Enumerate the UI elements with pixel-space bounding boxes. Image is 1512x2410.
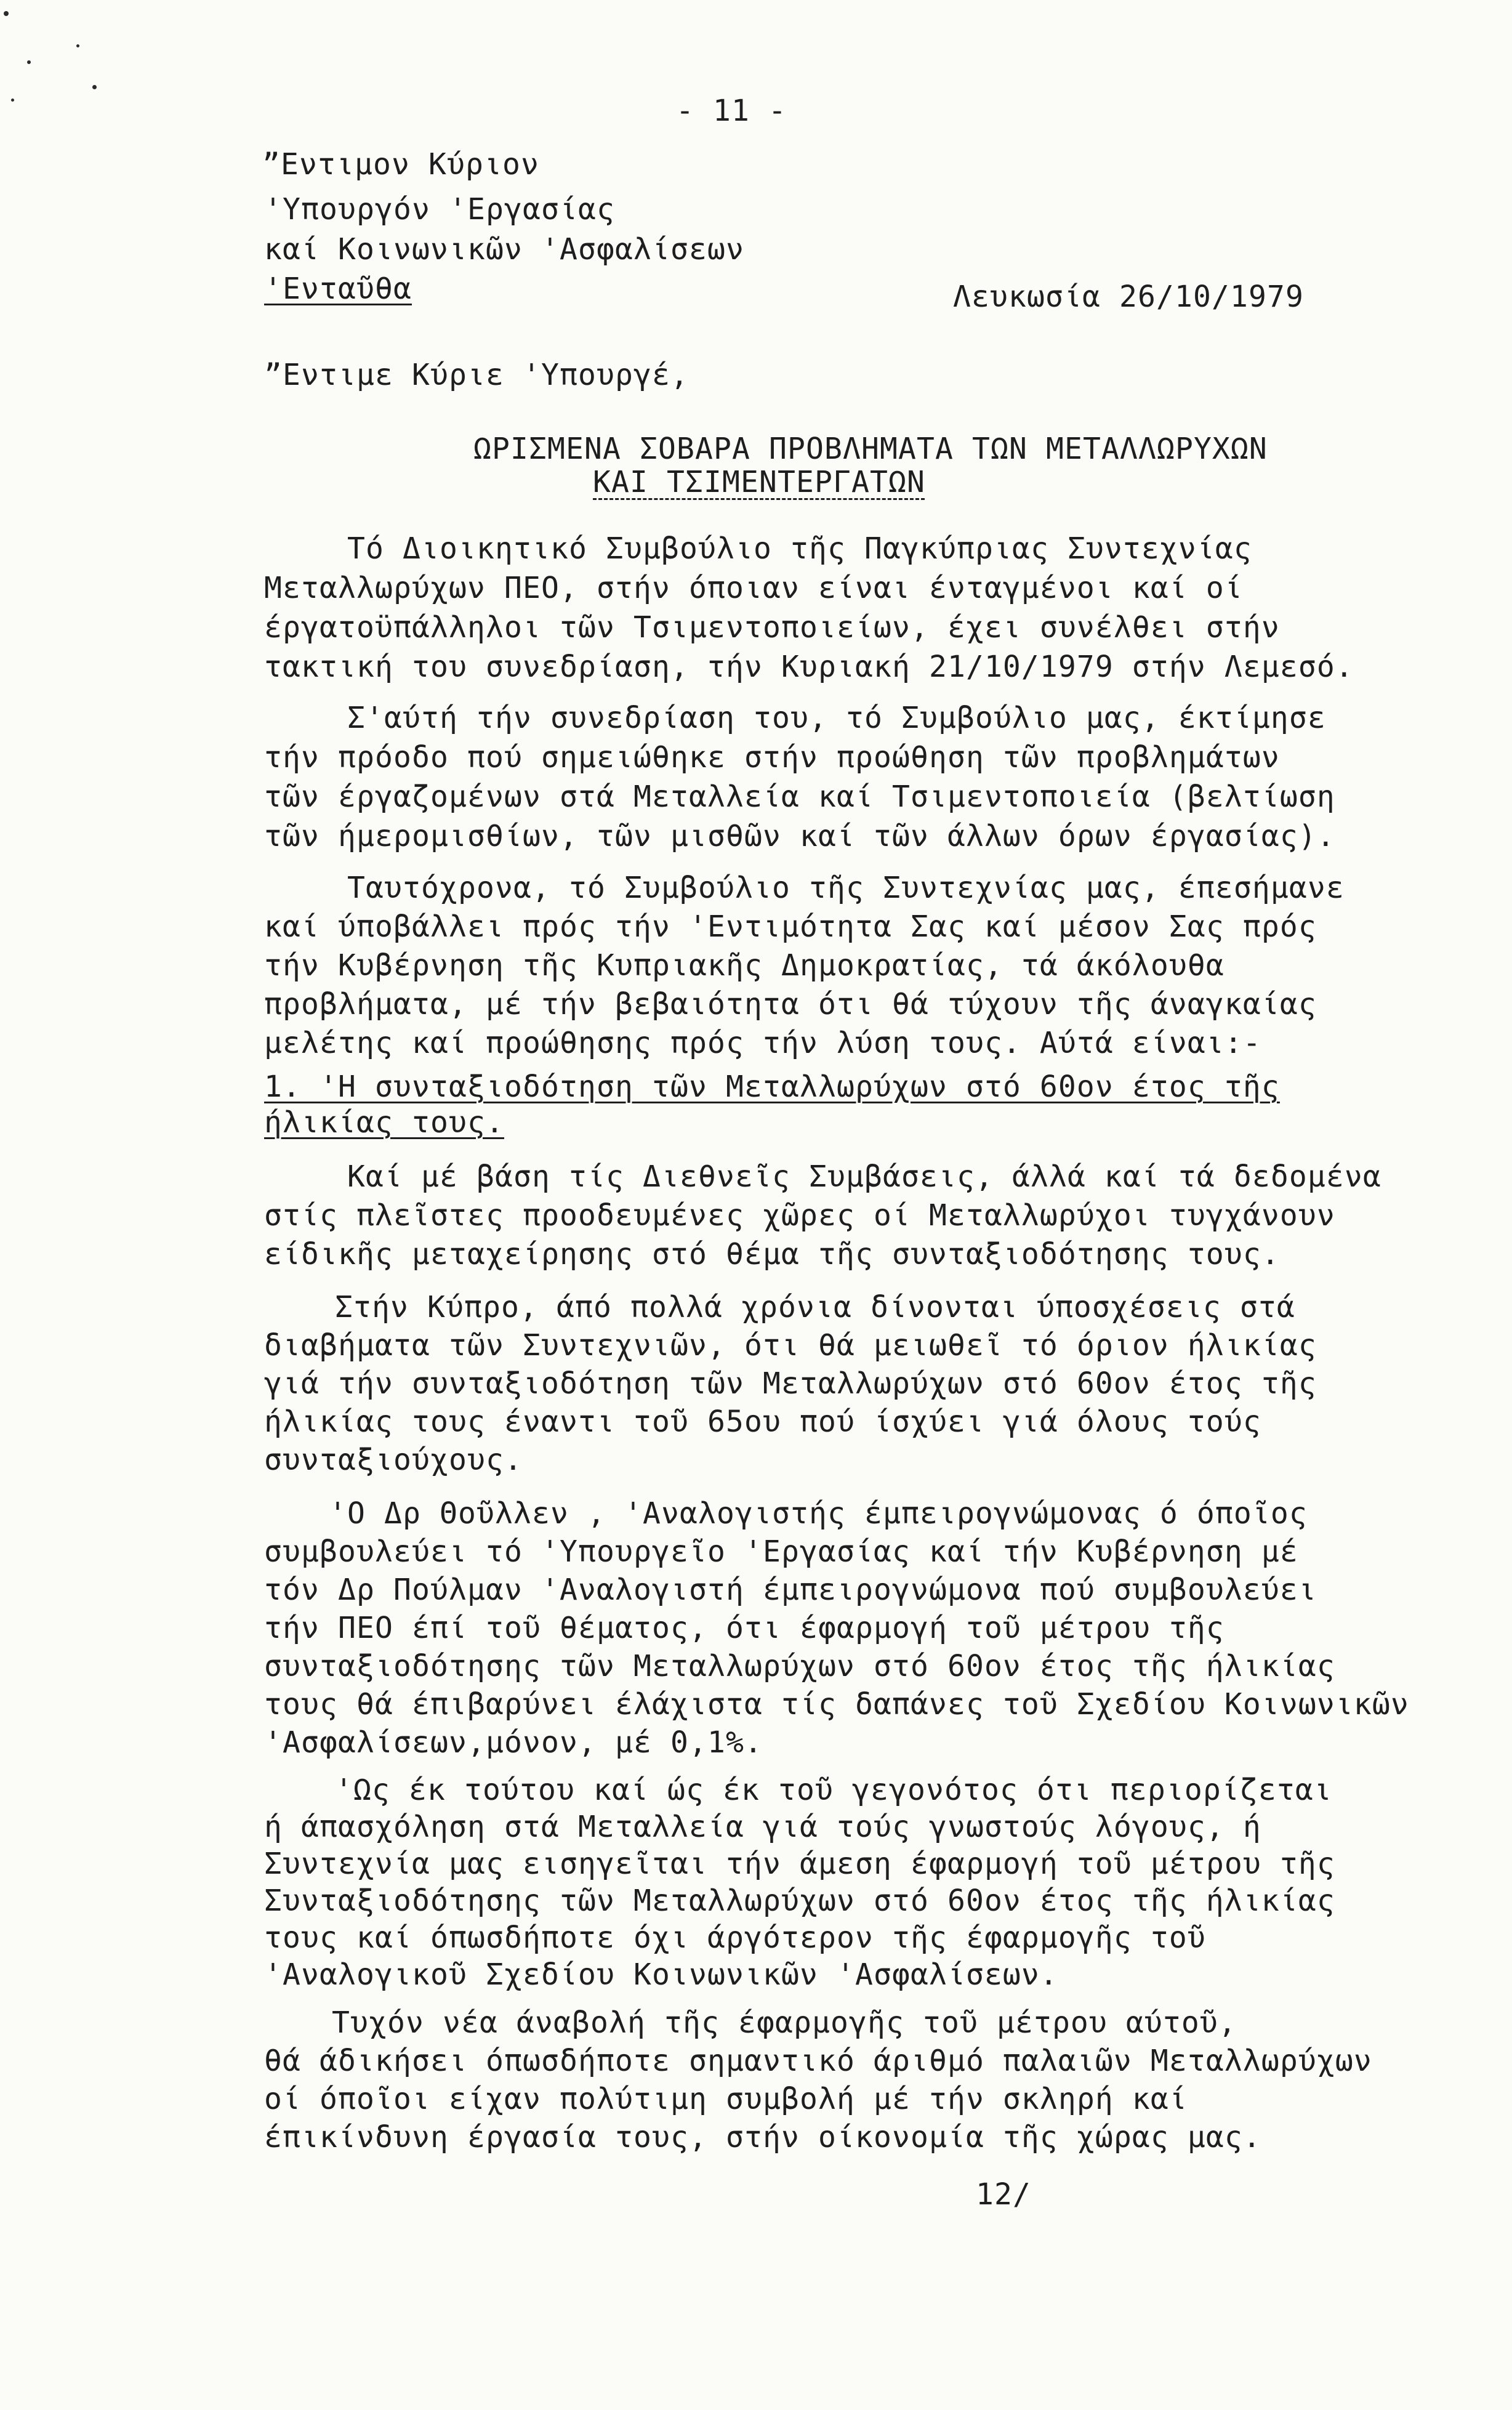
document-title-continued: ΚΑΙ ΤΣΙΜΕΝΤΕΡΓΑΤΩΝ — [593, 465, 925, 499]
continuation-marker: 12/ — [976, 2177, 1031, 2212]
body-paragraph: 'Ως έκ τούτου καί ώς έκ τοῦ γεγονότος ότι περιορίζεται ή άπασχόληση στά Μεταλλεία γιά τούς γνωστούς λόγους, ή Συντεχνία μας εισηγεῖται τήν άμεση έφαρμογή τοῦ μέτρου τῆς Συνταξιοδότησης τῶν Μεταλλωρύχων στό 60ον έτος τῆς ήλικίας τους καί όπωσδήποτε όχι άργότερον τῆς έφαρμογῆς τοῦ 'Αναλογικοῦ Σχεδίου Κοινωνικῶν 'Ασφαλίσεων. — [264, 1773, 1335, 1992]
body-paragraph: Τό Διοικητικό Συμβούλιο τῆς Παγκύπριας Συντεχνίας Μεταλλωρύχων ΠΕΟ, στήν όποιαν είναι ένταγμένοι καί οί έργατοϋπάλληλοι τῶν Τσιμεντοποιείων, έχει συνέλθει στήν τακτική του συνεδρίαση, τήν Κυριακή 21/10/1979 στήν Λεμεσό. — [264, 531, 1354, 684]
recipient-line: 'Υπουργόν 'Εργασίας — [264, 192, 615, 227]
body-paragraph: Τυχόν νέα άναβολή τῆς έφαρμογῆς τοῦ μέτρου αύτοῦ, θά άδικήσει όπωσδήποτε σημαντικό άριθμό παλαιῶν Μεταλλωρύχων οί όποῖοι είχαν πολύτιμη συμβολή μέ τήν σκληρή καί έπικίνδυνη έργασία τους, στήν οίκονομία τῆς χώρας μας. — [264, 2005, 1372, 2154]
scan-speck — [76, 44, 79, 47]
scan-speck — [92, 85, 97, 89]
body-paragraph: Σ'αύτή τήν συνεδρίαση του, τό Συμβούλιο μας, έκτίμησε τήν πρόοδο πού σημειώθηκε στήν προώθηση τῶν προβλημάτων τῶν έργαζομένων στά Μεταλλεία καί Τσιμεντοποιεία (βελτίωση τῶν ήμερομισθίων, τῶν μισθῶν καί τῶν άλλων όρων έργασίας). — [264, 701, 1335, 853]
place-date: Λευκωσία 26/10/1979 — [953, 280, 1304, 314]
body-paragraph: Ταυτόχρονα, τό Συμβούλιο τῆς Συντεχνίας μας, έπεσήμανε καί ύποβάλλει πρός τήν 'Εντιμότητα Σας καί μέσον Σας πρός τήν Κυβέρνηση τῆς Κυπριακῆς Δημοκρατίας, τά άκόλουθα προβλήματα, μέ τήν βεβαιότητα ότι θά τύχουν τῆς άναγκαίας μελέτης καί προώθησης πρός τήν λύση τους. Αύτά είναι:- — [264, 871, 1345, 1060]
scan-speck — [11, 99, 14, 102]
recipient-line: ”Εντιμον Κύριον — [262, 147, 539, 182]
section-heading: 1. 'Η συνταξιοδότηση τῶν Μεταλλωρύχων στό 60ον έτος τῆς ήλικίας τους. — [264, 1070, 1280, 1140]
page-number: - 11 - — [676, 94, 787, 128]
body-paragraph: 'Ο Δρ Θοῦλλεν , 'Αναλογιστής έμπειρογνώμονας ό όποῖος συμβουλεύει τό 'Υπουργεῖο 'Εργασίας καί τήν Κυβέρνηση μέ τόν Δρ Πούλμαν 'Αναλογιστή έμπειρογνώμονα πού συμβουλεύει τήν ΠΕΟ έπί τοῦ θέματος, ότι έφαρμογή τοῦ μέτρου τῆς συνταξιοδότησης τῶν Μεταλλωρύχων στό 60ον έτος τῆς ήλικίας τους θά έπιβαρύνει έλάχιστα τίς δαπάνες τοῦ Σχεδίου Κοινωνικῶν 'Ασφαλίσεων,μόνον, μέ 0,1%. — [264, 1496, 1409, 1760]
recipient-line: καί Κοινωνικῶν 'Ασφαλίσεων — [264, 232, 744, 267]
recipient-location: 'Ενταῦθα — [264, 272, 412, 306]
body-paragraph: Στήν Κύπρο, άπό πολλά χρόνια δίνονται ύποσχέσεις στά διαβήματα τῶν Συντεχνιῶν, ότι θά μειωθεῖ τό όριον ήλικίας γιά τήν συνταξιοδότηση τῶν Μεταλλωρύχων στό 60ον έτος τῆς ήλικίας τους έναντι τοῦ 65ου πού ίσχύει γιά όλους τούς συνταξιούχους. — [264, 1290, 1317, 1477]
salutation: ”Εντιμε Κύριε 'Υπουργέ, — [264, 358, 689, 392]
document-title: ΩΡΙΣΜΕΝΑ ΣΟΒΑΡΑ ΠΡΟΒΛΗΜΑΤΑ ΤΩΝ ΜΕΤΑΛΛΩΡΥΧΩΝ — [473, 432, 1268, 466]
body-paragraph: Καί μέ βάση τίς Διεθνεῖς Συμβάσεις, άλλά καί τά δεδομένα στίς πλεῖστες προοδευμένες χῶρες οί Μεταλλωρύχοι τυγχάνουν είδικῆς μεταχείρησης στό θέμα τῆς συνταξιοδότησης τους. — [264, 1159, 1381, 1271]
scan-speck — [27, 60, 31, 64]
scan-speck — [4, 11, 9, 16]
